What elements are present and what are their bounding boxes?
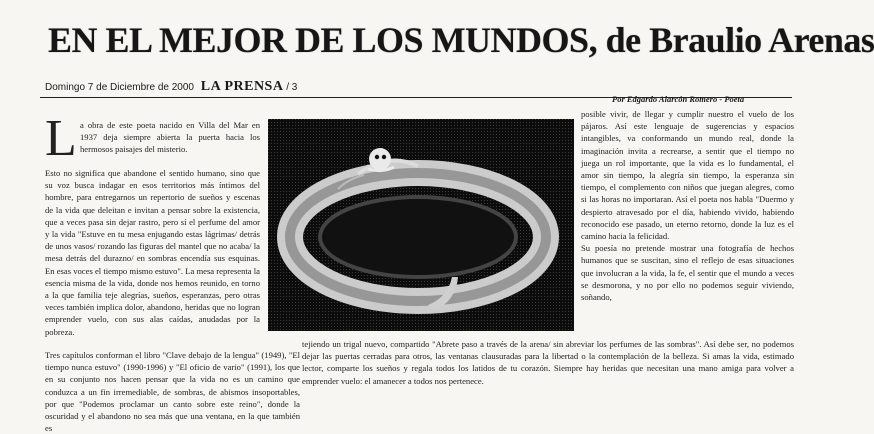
date-text: Domingo 7 de Diciembre de 2000: [45, 82, 194, 93]
bottom-left-text: Tres capítulos conforman el libro "Clave debajo de la lengua" (1949), "El tiempo nunca estuvo" (1990-1996) y "El oficio de vario" (1991), los que en su conjunto nos hacen pensar que la vida no es un camino que conduzca a un fin irremediable, de sombras, de abismos insoportables, por que "Podemos proclamar un canto sobre este reino", donde la oscuridad y el abandono no sea más que una ventana, en la que también es: [45, 350, 300, 434]
bottom-right-text: tejiendo un trigal nuevo, compartido "Abrete paso a través de la arena/ sin abreviar los perfumes de las sombras". Así debe ser, no podemos dejar las puertas cerradas para otros, las ventanas clausuradas para la libertad o la contemplación de la belleza. Si amas la vida, estimado lector, comparte los sueños y regala todos los latidos de tu corazón. Siempre hay heridas que necesitan una mano amiga para volver a emprender vuelo: el amanecer a todos nos pertenece.: [302, 339, 794, 386]
article-illustration: [268, 119, 574, 331]
page-number: / 3: [286, 82, 298, 93]
right-column-text: posible vivir, de llegar y cumplir nuestro el vuelo de los pájaros. Así este lenguaje de sugerencias y espacios intangibles, va conformando un mundo real, donde la imaginación invita a recrearse, a sentir que el tiempo no juega un rol importante, que la vida es lo fundamental, el amor sin tiempo, la alegría sin tiempo, la esperanza sin tiempo, el complemento con niños que juegan alegres, como si las horas no importaran. Así el poeta nos habla "Duermo y despierto atravesado por el día, habiendo vivido, habiendo reconocido ese pasado, un eterno retorno, donde la luz es el camino hacia la felicidad. Su poesía no pretende mostrar una fotografía de hechos humanos que se suscitan, sino el reflejo de esas situaciones que involucran a la vida, la fe, el sentir que el mundo a veces se desmorona, y no por ello no podemos seguir viviendo, soñando,: [581, 109, 794, 303]
dateline: [45, 80, 297, 95]
left-column-text: Esto no significa que abandone el sentido humano, sino que su voz busca indagar en esos territorios más íntimos del hombre, para entregarnos un repertorio de sueños y escenas de la vida que deleitan e invitan a pensar sobre la existencia, que a veces pasa sin dejar rastro, pero sí el perfume del amor y la vida "Estuve en tu mesa enjugando estas lágrimas/ detrás de unos vasos/ rozando las figuras del mantel que no acaba/ la mesa detrás del durazno/ en sombras encendía sus esquinas. En esas voces el tiempo mismo estuvo". La mesa representa la esencia misma de la vida, donde nos hemos reunido, en torno a la que familia teje alegrías, sueños, esperanzas, pero otras veces también implica dolor, abandono, heridas que no logran emprender vuelo, con sus alas caídas, anudadas por la pobreza.: [45, 168, 260, 337]
author-byline: Por Edgardo Alarcón Romero - Poeta: [612, 94, 745, 104]
drop-cap: L: [45, 110, 77, 167]
headline: EN EL MEJOR DE LOS MUNDOS, de Braulio Arenas: [48, 20, 874, 60]
intro-text: a obra de este poeta nacido en Villa del Mar en 1937 deja siempre abierta la puerta hacia los hermosos paisajes del misterio.: [80, 120, 260, 155]
newspaper-name: LA PRENSA: [200, 79, 284, 94]
